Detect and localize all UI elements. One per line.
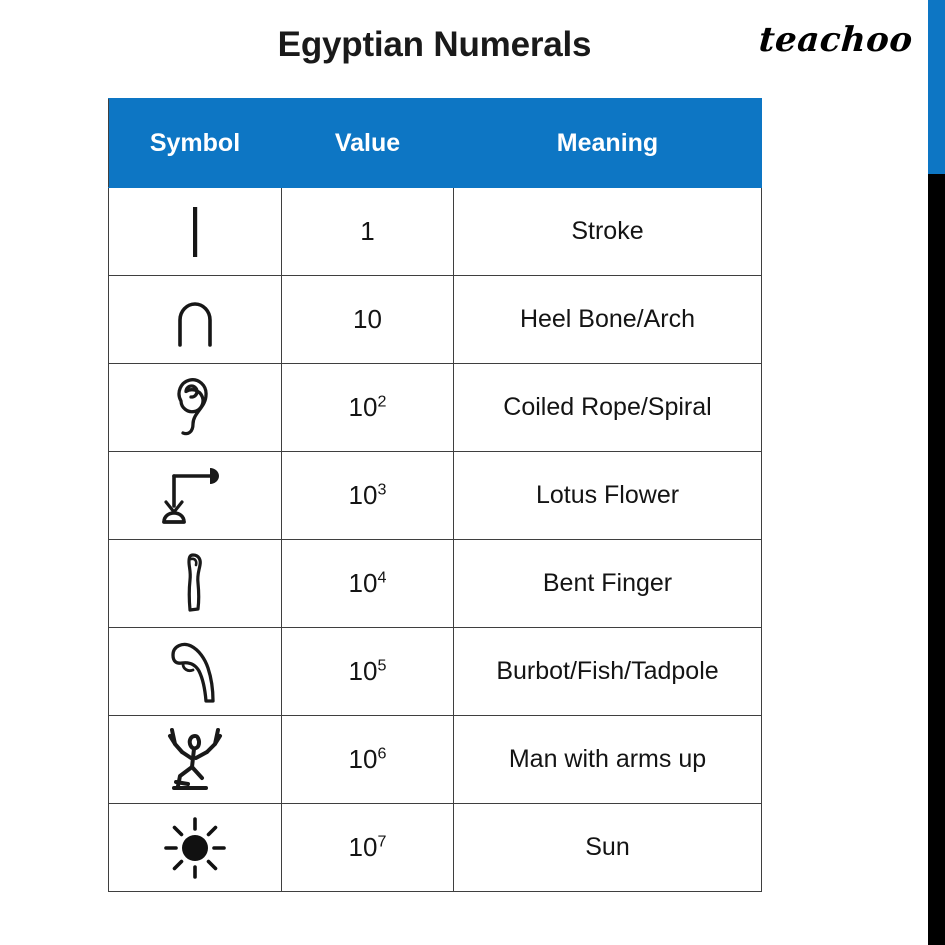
page-title: Egyptian Numerals bbox=[277, 25, 592, 64]
symbol-cell bbox=[109, 716, 282, 804]
meaning-cell: Coiled Rope/Spiral bbox=[454, 364, 762, 452]
value-base: 10 bbox=[348, 392, 378, 422]
table-row bbox=[109, 452, 762, 540]
symbol-cell bbox=[109, 540, 282, 628]
value-cell bbox=[282, 804, 454, 892]
symbol-cell bbox=[109, 364, 282, 452]
value-cell bbox=[282, 276, 454, 364]
meaning-cell: Lotus Flower bbox=[454, 452, 762, 540]
burbot-fish-tadpole-icon bbox=[159, 635, 231, 709]
egyptian-numerals-table bbox=[108, 98, 762, 892]
value-cell bbox=[282, 716, 454, 804]
teachoo-logo: teachoo bbox=[757, 20, 915, 60]
column-header-meaning: Meaning bbox=[454, 99, 762, 188]
symbol-cell bbox=[109, 276, 282, 364]
meaning-cell: Sun bbox=[454, 804, 762, 892]
table-row bbox=[109, 804, 762, 892]
value-cell bbox=[282, 540, 454, 628]
table-row bbox=[109, 716, 762, 804]
value-cell bbox=[282, 452, 454, 540]
symbol-cell bbox=[109, 804, 282, 892]
value-base: 10 bbox=[348, 480, 378, 510]
meaning-cell: Heel Bone/Arch bbox=[454, 276, 762, 364]
value-cell bbox=[282, 188, 454, 276]
lotus-flower-icon bbox=[156, 460, 234, 532]
value-exponent: 7 bbox=[377, 832, 387, 851]
column-header-symbol: Symbol bbox=[109, 99, 282, 188]
value-cell bbox=[282, 364, 454, 452]
value-exponent: 3 bbox=[377, 480, 387, 499]
bent-finger-icon bbox=[172, 549, 218, 619]
symbol-cell bbox=[109, 188, 282, 276]
right-edge-accent-bar-black bbox=[928, 174, 945, 945]
value-base: 10 bbox=[348, 744, 378, 774]
table-header-row bbox=[109, 99, 762, 188]
table-body bbox=[109, 188, 762, 892]
value-exponent: 5 bbox=[377, 656, 387, 675]
value-exponent: 4 bbox=[377, 568, 387, 587]
coiled-rope-spiral-icon bbox=[165, 375, 225, 441]
heel-bone-arch-icon bbox=[164, 289, 226, 351]
meaning-cell: Bent Finger bbox=[454, 540, 762, 628]
table-row bbox=[109, 540, 762, 628]
symbol-cell bbox=[109, 628, 282, 716]
value-exponent: 2 bbox=[377, 392, 387, 411]
column-header-value: Value bbox=[282, 99, 454, 188]
value-cell bbox=[282, 628, 454, 716]
meaning-cell: Burbot/Fish/Tadpole bbox=[454, 628, 762, 716]
vertical-stroke-icon bbox=[165, 201, 225, 263]
man-with-arms-up-icon bbox=[158, 722, 232, 798]
symbol-cell bbox=[109, 452, 282, 540]
value-base: 1 bbox=[360, 216, 375, 246]
meaning-cell: Man with arms up bbox=[454, 716, 762, 804]
meaning-cell: Stroke bbox=[454, 188, 762, 276]
table-row bbox=[109, 364, 762, 452]
value-base: 10 bbox=[348, 832, 378, 862]
sun-icon bbox=[160, 813, 230, 883]
table-header bbox=[109, 99, 762, 188]
table-row bbox=[109, 188, 762, 276]
table-row bbox=[109, 628, 762, 716]
value-base: 10 bbox=[353, 304, 382, 334]
right-edge-accent-bar-blue bbox=[928, 0, 945, 174]
value-exponent: 6 bbox=[377, 744, 387, 763]
value-base: 10 bbox=[348, 568, 378, 598]
value-base: 10 bbox=[348, 656, 378, 686]
table-row bbox=[109, 276, 762, 364]
